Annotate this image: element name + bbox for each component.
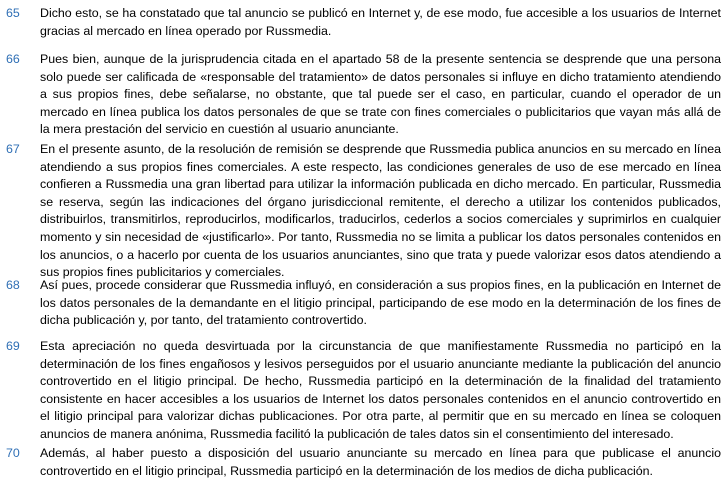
paragraph-number: 66: [6, 52, 20, 66]
paragraph-number: 68: [6, 278, 20, 292]
paragraph-number: 67: [6, 142, 20, 156]
paragraph-text: Pues bien, aunque de la jurisprudencia citada en el apartado 58 de la presente sentencia se desprende que una persona solo puede ser calificada de «responsable del tratamiento» de datos personales si influye en dicho tratamiento atendiendo a sus propios fines, debe señalarse, no obstante, que tal puede ser el caso, en particular, cuando el operador de un mercado en línea publica los datos personales de que se trate con fines comerciales o publicitarios que vayan más allá de la mera prestación del servicio en cuestión al usuario anunciante.: [40, 52, 721, 137]
paragraph-text: En el presente asunto, de la resolución de remisión se desprende que Russmedia publica anuncios en su mercado en línea atendiendo a sus propios fines comerciales. A este respecto, las condiciones generales de uso de ese mercado en línea confieren a Russmedia una gran libertad para utilizar la información publicada en dicho mercado. En particular, Russmedia se reserva, según las indicaciones del órgano jurisdiccional remitente, el derecho a utilizar los contenidos publicados, distribuirlos, transmitirlos, reproducirlos, modificarlos, traducirlos, cederlos a socios comerciales y suprimirlos en cualquier momento y sin necesidad de «justificarlo». Por tanto, Russmedia no se limita a publicar los datos personales contenidos en los anuncios, o a hacerlo por cuenta de los usuarios anunciantes, sino que trata y puede valorizar esos datos atendiendo a sus propios fines publicitarios y comerciales.: [40, 142, 721, 280]
paragraph-text: Esta apreciación no queda desvirtuada por la circunstancia de que manifiestamente Russmedia no participó en la determinación de los fines engañosos y lesivos perseguidos por el usuario anunciante mediante la publicación del anuncio controvertido en el litigio principal. De hecho, Russmedia participó en la determinación de la finalidad del tratamiento consistente en hacer accesibles a los usuarios de Internet los datos personales contenidos en el anuncio controvertido en el litigio principal para valorizar dichas publicaciones. Por otra parte, al permitir que en su mercado en línea se coloquen anuncios de manera anónima, Russmedia facilitó la publicación de tales datos sin el consentimiento del interesado.: [40, 339, 721, 441]
paragraph-number: 65: [6, 6, 20, 20]
paragraph-text: Dicho esto, se ha constatado que tal anuncio se publicó en Internet y, de ese modo, fue accesible a los usuarios de Internet gracias al mercado en línea operado por Russmedia.: [40, 6, 721, 38]
paragraph-text: Así pues, procede considerar que Russmedia influyó, en consideración a sus propios fines, en la publicación en Internet de los datos personales de la demandante en el litigio principal, participando de ese modo en la determinación de los fines de dicha publicación y, por tanto, del tratamiento controvertido.: [40, 278, 721, 328]
paragraph-text: Además, al haber puesto a disposición del usuario anunciante su mercado en línea para que publicase el anuncio controvertido en el litigio principal, Russmedia participó en la determinación de los medios de dicha publicación.: [40, 446, 721, 478]
paragraph-number: 69: [6, 339, 20, 353]
paragraph-number: 70: [6, 446, 20, 460]
